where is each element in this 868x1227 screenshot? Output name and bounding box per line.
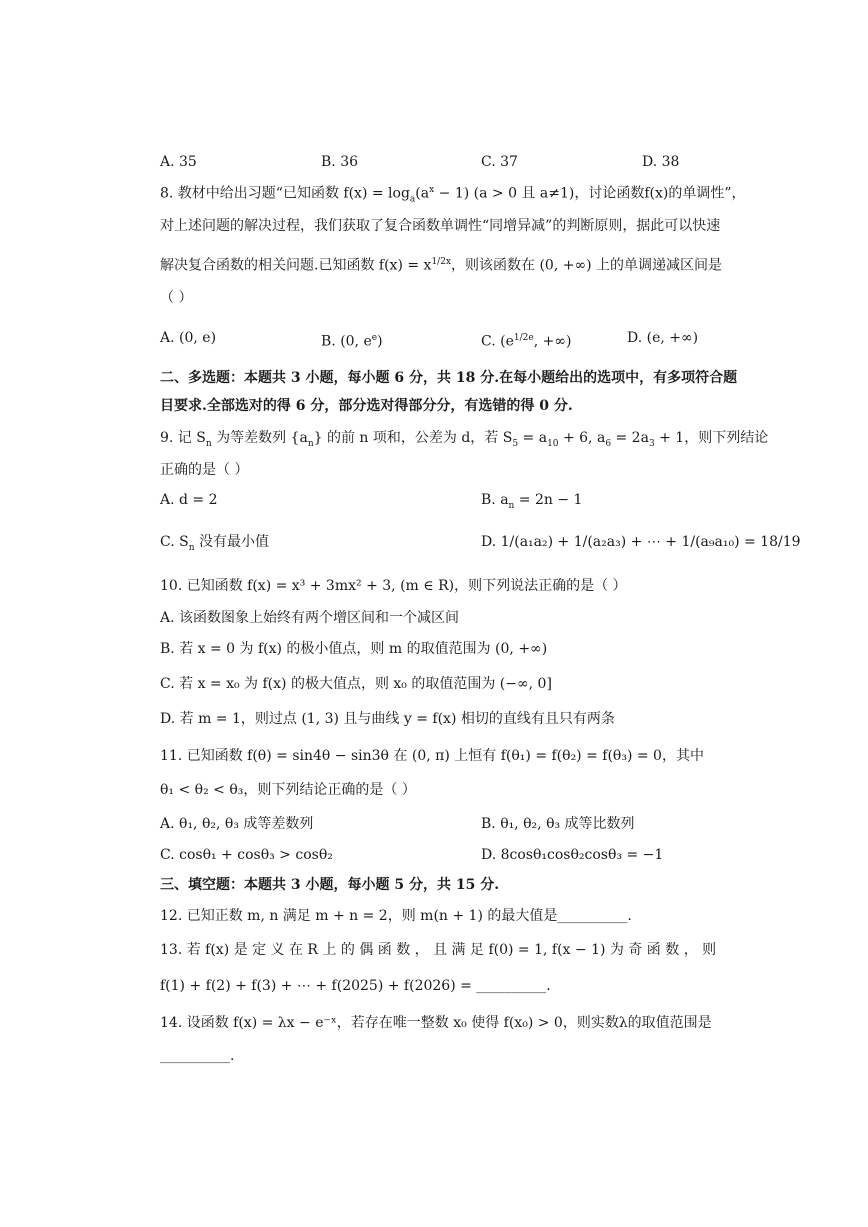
- q9-option-c-text: C. S: [160, 534, 189, 550]
- q8-line-3: [160, 252, 722, 276]
- q8-option-c-text: C. (e: [481, 333, 514, 350]
- q11-line-2: θ₁ < θ₂ < θ₃，则下列结论正确的是（ ）: [160, 782, 416, 798]
- q8-option-b-tail: ): [377, 333, 383, 350]
- q9-l1-g: + 1，则下列结论: [654, 430, 769, 446]
- q11-line-1: 11. 已知函数 f(θ) = sin4θ − sin3θ 在 (0, π) 上恒有 f(θ₁) = f(θ₂) = f(θ₃) = 0，其中: [160, 748, 704, 764]
- q8-line-3-sup: 1/2x: [431, 257, 451, 267]
- q11-option-b: B. θ₁, θ₂, θ₃ 成等比数列: [481, 816, 635, 832]
- q9-option-b: [481, 490, 582, 516]
- q9-l1-sub6: 3: [648, 438, 655, 449]
- q9-l1-b: 为等差数列 {a: [211, 430, 308, 446]
- q9-l1-sub5: 6: [605, 438, 612, 449]
- q9-line-1: [160, 428, 768, 454]
- q9-option-b-tail: = 2n − 1: [514, 492, 583, 508]
- q9-option-d: D. 1/(a₁a₂) + 1/(a₂a₃) + ⋯ + 1/(a₉a₁₀) = 18/19: [481, 534, 801, 550]
- q8-line-2: 对上述问题的解决过程，我们获取了复合函数单调性“同增异减”的判断原则，据此可以快速: [160, 218, 721, 234]
- section2-line-1: 二、多选题：本题共 3 小题，每小题 6 分，共 18 分.在每小题给出的选项中，有多项符合题: [160, 370, 738, 386]
- q8-line-3-a: 解决复合函数的相关问题.已知函数 f(x) = x: [160, 257, 432, 274]
- section2-line-2: 目要求.全部选对的得 6 分，部分选对得部分分，有选错的得 0 分.: [160, 398, 573, 414]
- q8-option-a: A. (0, e): [160, 330, 217, 346]
- q9-l1-sub3: 5: [512, 438, 519, 449]
- q10-option-b: B. 若 x = 0 为 f(x) 的极小值点，则 m 的取值范围为 (0, +∞): [160, 641, 548, 657]
- q8-line-1-rest: (a: [415, 185, 430, 202]
- q11-option-a: A. θ₁, θ₂, θ₃ 成等差数列: [160, 816, 314, 832]
- q9-option-b-sub: n: [508, 500, 515, 511]
- q14-line-2: __________.: [160, 1048, 235, 1064]
- q7-option-b: B. 36: [321, 154, 359, 170]
- q13-line-2: f(1) + f(2) + f(3) + ⋯ + f(2025) + f(2026) = __________.: [160, 978, 551, 994]
- q9-l1-e: + 6, a: [558, 430, 606, 446]
- q9-option-c: [160, 532, 269, 558]
- q9-option-c-sub: n: [188, 542, 195, 553]
- q9-l1-sub1: n: [205, 438, 212, 449]
- q9-l1-c: } 的前 n 项和，公差为 d，若 S: [313, 430, 513, 446]
- q8-option-d: D. (e, +∞): [627, 330, 699, 346]
- q11-option-c: C. cosθ₁ + cosθ₃ > cosθ₂: [160, 847, 333, 863]
- q8-line-1-sup: x: [429, 185, 435, 195]
- q12-line: 12. 已知正数 m, n 满足 m + n = 2，则 m(n + 1) 的最大值是__________.: [160, 908, 632, 924]
- q9-l1-f: = 2a: [611, 430, 649, 446]
- q8-option-b: [321, 328, 383, 352]
- q9-option-a: A. d = 2: [160, 492, 218, 508]
- q10-option-d: D. 若 m = 1，则过点 (1, 3) 且与曲线 y = f(x) 相切的直线有且只有两条: [160, 711, 615, 727]
- q9-l1-d: = a: [518, 430, 548, 446]
- q9-line-2: 正确的是（ ）: [160, 462, 249, 478]
- q8-option-b-sup: e: [371, 333, 378, 343]
- q10-line-1: 10. 已知函数 f(x) = x³ + 3mx² + 3, (m ∈ R)，则下列说法正确的是（ ）: [160, 578, 627, 594]
- q8-line-1-sub: a: [409, 194, 416, 205]
- q7-option-a: A. 35: [160, 154, 197, 170]
- q14-line-1: 14. 设函数 f(x) = λx − e⁻ˣ，若存在唯一整数 x₀ 使得 f(x₀) > 0，则实数λ的取值范围是: [160, 1015, 712, 1031]
- q9-option-c-tail: 没有最小值: [194, 534, 269, 550]
- q8-line-1-tail: − 1) (a > 0 且 a≠1)，讨论函数f(x)的单调性”，: [434, 185, 746, 202]
- q10-option-a: A. 该函数图象上始终有两个增区间和一个减区间: [160, 610, 460, 626]
- q8-option-c: [481, 328, 571, 352]
- q8-option-b-text: B. (0, e: [321, 333, 372, 350]
- q8-line-1-text: 8. 教材中给出习题“已知函数 f(x) = log: [160, 185, 410, 202]
- q9-l1-sub2: n: [307, 438, 314, 449]
- q10-option-c: C. 若 x = x₀ 为 f(x) 的极大值点，则 x₀ 的取值范围为 (−∞, 0]: [160, 676, 552, 692]
- q8-option-c-sup: 1/2e: [513, 333, 534, 343]
- section3-heading: 三、填空题：本题共 3 小题，每小题 5 分，共 15 分.: [160, 877, 500, 893]
- q7-option-c: C. 37: [481, 154, 518, 170]
- q9-option-b-text: B. a: [481, 492, 509, 508]
- q9-l1-a: 9. 记 S: [160, 430, 206, 446]
- q13-line-1: 13. 若 f(x) 是 定 义 在 R 上 的 偶 函 数 ， 且 满 足 f(0) = 1, f(x − 1) 为 奇 函 数 ， 则: [160, 942, 717, 958]
- q11-option-d: D. 8cosθ₁cosθ₂cosθ₃ = −1: [481, 847, 664, 863]
- q7-option-d: D. 38: [642, 154, 680, 170]
- q8-option-c-tail: , +∞): [533, 333, 572, 350]
- q8-line-1: [160, 180, 746, 209]
- q8-line-3-b: ，则该函数在 (0, +∞) 上的单调递减区间是: [451, 257, 723, 274]
- q8-line-4: （ ）: [160, 290, 193, 306]
- q9-l1-sub4: 10: [547, 438, 559, 449]
